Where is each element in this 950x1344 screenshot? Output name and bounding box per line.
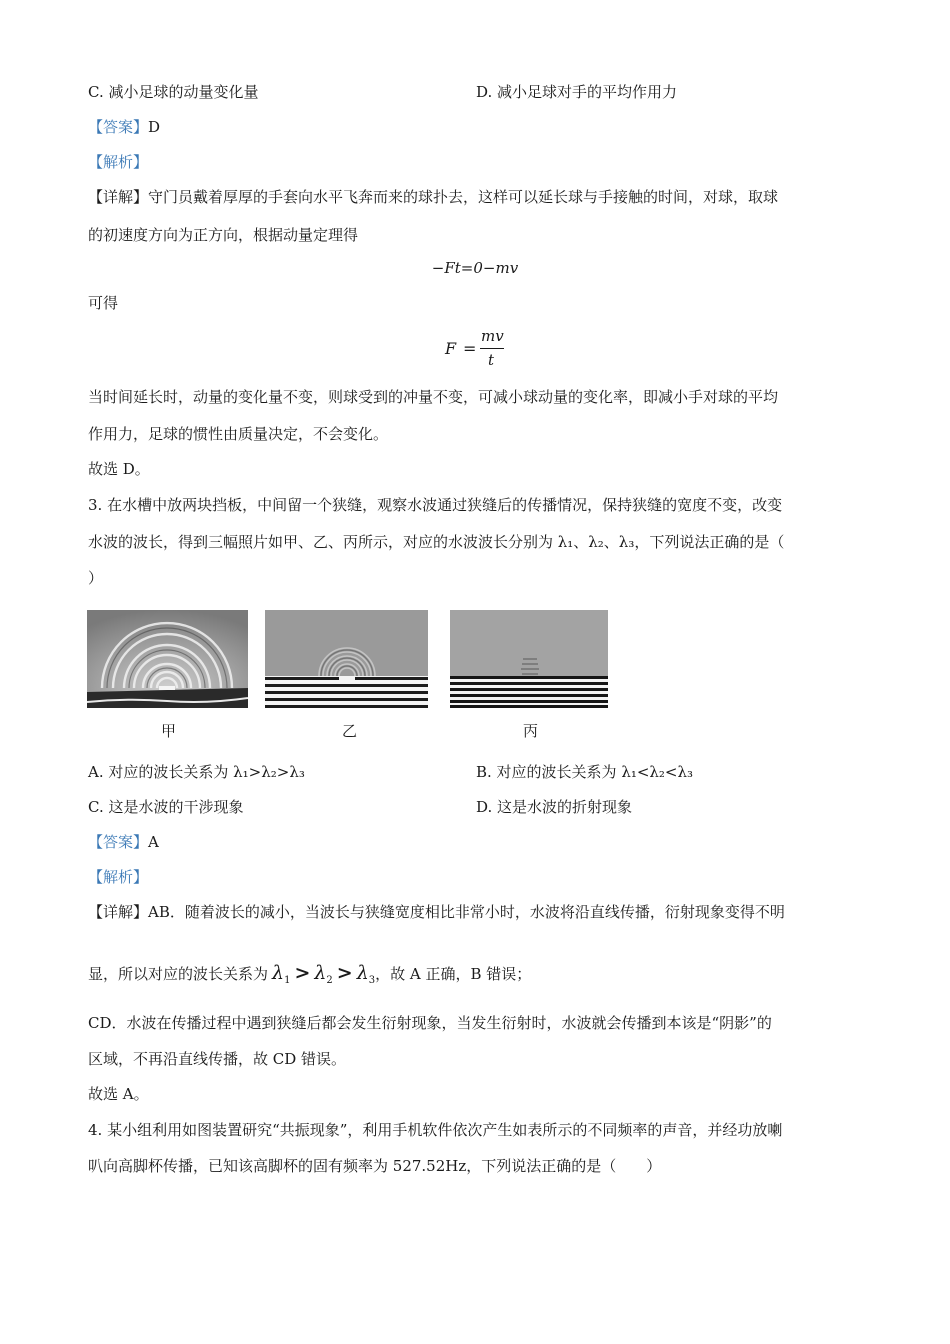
eq-numerator: mv — [481, 327, 504, 345]
detail-label: 【详解】 — [88, 903, 149, 921]
wavelength-relation — [272, 962, 376, 986]
equation-text: −Ft=0−mv — [431, 259, 519, 277]
caption-jia: 甲 — [161, 722, 177, 740]
diffraction-narrow-image — [450, 610, 608, 708]
gt-2: > — [336, 962, 353, 984]
sub-3: 3 — [368, 975, 376, 986]
q3-cd-line-1: CD．水波在传播过程中遇到狭缝后都会发生衍射现象，当发生衍射时，水波就会传播到本该是“阴影”的 — [88, 1014, 772, 1032]
detail-pre: 显，所以对应的波长关系为 — [88, 965, 269, 983]
q3-option-c[interactable]: C. 这是水波的干涉现象 — [88, 798, 244, 816]
q3-cd-line-2: 区域，不再沿直线传播，故 CD 错误。 — [88, 1050, 347, 1068]
q3-detail-line-2 — [88, 960, 531, 994]
answer-label: 【答案】 — [88, 118, 149, 136]
q2-option-d[interactable]: D. 减小足球对手的平均作用力 — [476, 83, 678, 101]
q3-option-a[interactable]: A. 对应的波长关系为 λ₁>λ₂>λ₃ — [88, 763, 305, 781]
photo-jia — [87, 610, 248, 708]
detail-text: 守门员戴着厚厚的手套向水平飞奔而来的球扑去，这样可以延长球与手接触的时间，对球，取球 — [148, 188, 779, 206]
q2-equation-1 — [0, 258, 950, 278]
q4-stem-line-2: 叭向高脚杯传播，已知该高脚杯的固有频率为 527.52Hz，下列说法正确的是（ ） — [88, 1157, 662, 1175]
eq-f: F — [445, 339, 457, 358]
photo-yi — [265, 610, 428, 708]
q3-answer — [88, 832, 159, 852]
answer-value: D — [148, 118, 161, 136]
sub-2: 2 — [326, 975, 333, 986]
lambda-3: λ — [356, 962, 369, 984]
q3-stem-line-1: 3. 在水槽中放两块挡板，中间留一个狭缝，观察水波通过狭缝后的传播情况，保持狭缝的宽度不变，改变 — [88, 496, 783, 514]
q3-detail-line-1 — [88, 902, 785, 922]
detail-post: ，故 A 正确，B 错误； — [375, 965, 532, 983]
photo-bing — [450, 610, 608, 708]
answer-value: A — [148, 833, 159, 851]
q2-answer — [88, 117, 160, 137]
q2-detail-line-1 — [88, 187, 778, 207]
fraction-bar — [480, 348, 504, 349]
q3-option-d[interactable]: D. 这是水波的折射现象 — [476, 798, 633, 816]
q2-detail-line-2: 的初速度方向为正方向，根据动量定理得 — [88, 226, 359, 244]
lambda-1: λ — [272, 962, 285, 984]
q2-conclusion: 故选 D。 — [88, 460, 150, 478]
sub-1: 1 — [284, 975, 291, 986]
caption-bing: 丙 — [523, 722, 539, 740]
answer-label: 【答案】 — [88, 833, 149, 851]
q2-option-c[interactable]: C. 减小足球的动量变化量 — [88, 83, 259, 101]
lambda-2: λ — [314, 962, 327, 984]
eq-equals: = — [463, 339, 477, 358]
detail-label: 【详解】 — [88, 188, 149, 206]
diffraction-wide-image — [87, 610, 248, 708]
q3-stem-line-2: 水波的波长，得到三幅照片如甲、乙、丙所示，对应的水波波长分别为 λ₁、λ₂、λ₃，下列说法正确的是（ — [88, 533, 785, 551]
q4-stem-line-1: 4. 某小组利用如图装置研究“共振现象”，利用手机软件依次产生如表所示的不同频率的声音，并经功放喇 — [88, 1121, 783, 1139]
q3-conclusion: 故选 A。 — [88, 1085, 149, 1103]
eq-denominator: t — [488, 351, 495, 369]
gt-1: > — [294, 962, 311, 984]
detail-text: AB．随着波长的减小，当波长与狭缝宽度相比非常小时，水波将沿直线传播，衍射现象变得不明 — [148, 903, 785, 921]
diffraction-medium-image — [265, 610, 428, 708]
q2-explanation-line-1: 当时间延长时，动量的变化量不变，则球受到的冲量不变，可减小球动量的变化率，即减小手对球的平均 — [88, 388, 779, 406]
q2-equation-2 — [445, 325, 515, 375]
q3-analysis-label: 【解析】 — [88, 868, 149, 886]
q2-kede: 可得 — [88, 294, 119, 312]
caption-yi: 乙 — [342, 722, 358, 740]
q3-option-b[interactable]: B. 对应的波长关系为 λ₁<λ₂<λ₃ — [476, 763, 694, 781]
q3-stem-line-3: ） — [88, 569, 104, 587]
q2-analysis-label: 【解析】 — [88, 153, 149, 171]
q2-explanation-line-2: 作用力，足球的惯性由质量决定，不会变化。 — [88, 425, 389, 443]
